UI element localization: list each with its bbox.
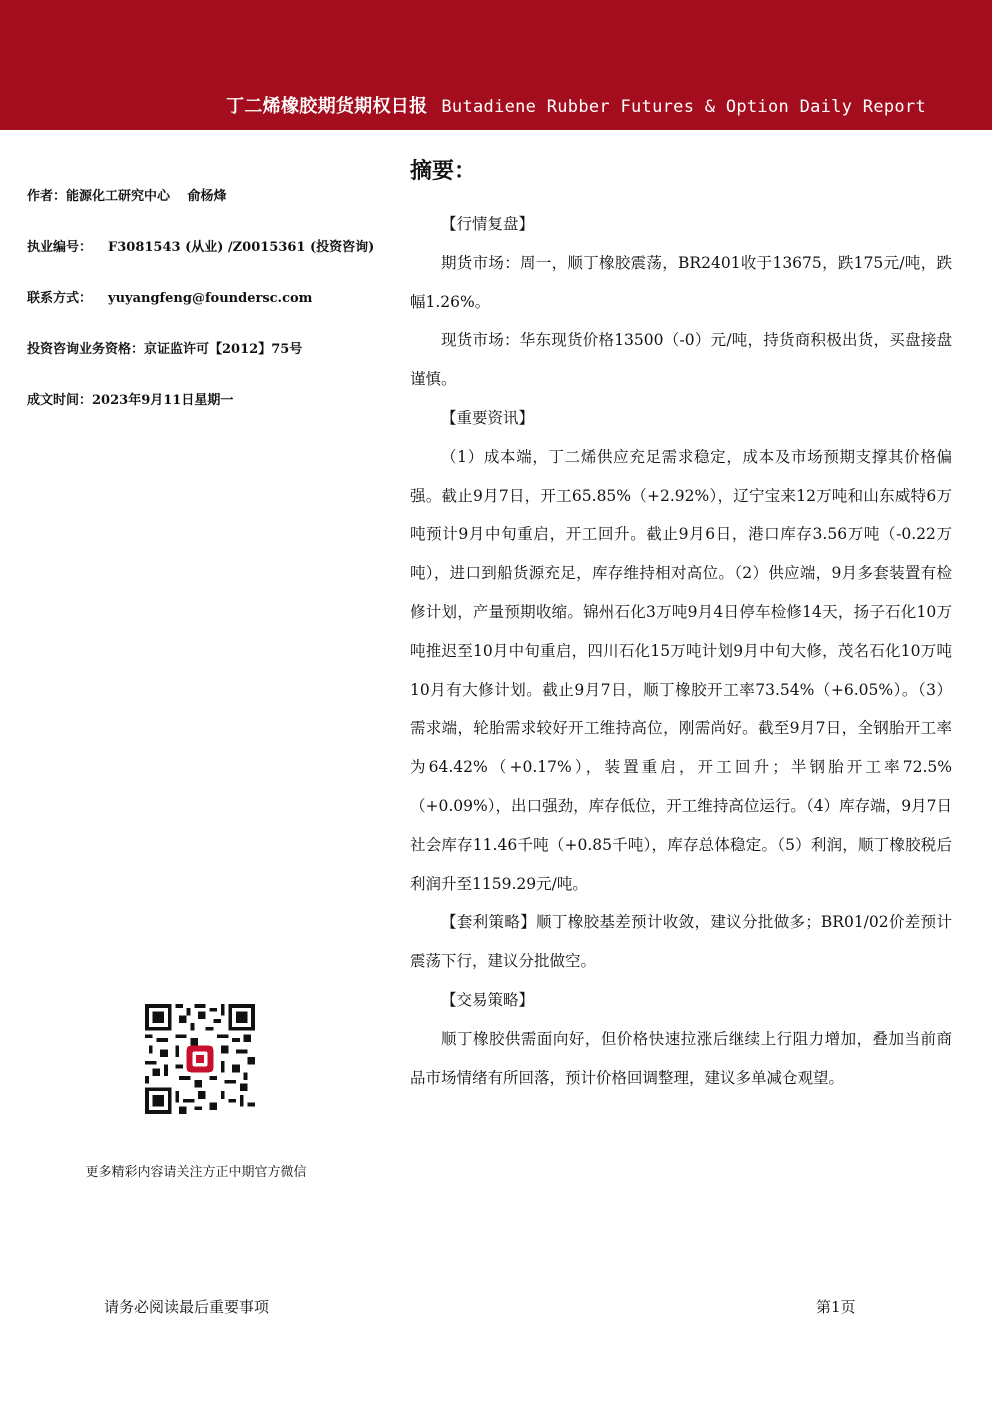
summary-section [410,150,952,1097]
date-value: 2023年9月11日星期一 [92,393,234,408]
author-info-panel [27,188,397,443]
qr-code-icon [145,1004,255,1114]
date-line [27,392,397,410]
futures-market-paragraph: 期货市场：周一，顺丁橡胶震荡，BR2401收于13675，跌175元/吨，跌幅1.26%。 [410,253,952,311]
news-paragraph: （1）成本端，丁二烯供应充足需求稳定，成本及市场预期支撑其价格偏强。截止9月7日，开工65.85%（+2.92%），辽宁宝来12万吨和山东威特6万吨预计9月中旬重启，开工回升。截止9月6日，港口库存3.56万吨（-0.22万吨），进口到船货源充足，库存维持相对高位。（2）供应端，9月多套装置有检修计划，产量预期收缩。锦州石化3万吨9月4日停车检修14天，扬子石化10万吨推迟至10月中旬重启，四川石化15万吨计划9月中旬大修，茂名石化10万吨10月有大修计划。截止9月7日，顺丁橡胶开工率73.54%（+6.05%）。（3）需求端，轮胎需求较好开工维持高位，刚需尚好。截至9月7日，全钢胎开工率为64.42%（+0.17%），装置重启，开工回升；半钢胎开工率72.5%（+0.09%），出口强劲，库存低位，开工维持高位运行。（4）库存端，9月7日社会库存11.46千吨（+0.85千吨），库存总体稳定。（5）利润，顺丁橡胶税后利润升至1159.29元/吨。 [410,447,952,893]
qualification-value: 京证监许可【2012】75号 [144,342,303,357]
news-heading: 【重要资讯】 [441,408,535,427]
page-number: 第1页 [816,1298,856,1316]
qualification-line [27,341,397,359]
arbitrage-paragraph: 【套利策略】顺丁橡胶基差预计收敛，建议分批做多；BR01/02价差预计震荡下行，建议分批做空。 [410,913,952,971]
report-title-en: Butadiene Rubber Futures & Option Daily Report [441,97,926,117]
footer-disclaimer: 请务必阅读最后重要事项 [104,1298,270,1316]
summary-title: 摘要： [410,158,477,184]
contact-label: 联系方式： [27,291,93,306]
license-label: 执业编号： [27,240,93,255]
report-header-banner [0,0,992,130]
contact-line [27,290,397,308]
qualification-label: 投资咨询业务资格： [27,342,145,357]
date-label: 成文时间： [27,393,93,408]
report-title [226,92,926,118]
author-line [27,188,397,206]
author-value: 能源化工研究中心 俞杨烽 [66,189,227,204]
author-label: 作者： [27,189,67,204]
license-value: F3081543 (从业) /Z0015361 (投资咨询) [108,240,375,255]
trading-heading: 【交易策略】 [441,990,535,1009]
spot-market-paragraph: 现货市场：华东现货价格13500（-0）元/吨，持货商积极出货，买盘接盘谨慎。 [410,331,952,389]
qr-caption: 更多精彩内容请关注方正中期官方微信 [85,1165,307,1180]
contact-email[interactable]: yuyangfeng@foundersc.com [108,291,313,306]
trading-paragraph: 顺丁橡胶供需面向好，但价格快速拉涨后继续上行阻力增加，叠加当前商品市场情绪有所回落，预计价格回调整理，建议多单减仓观望。 [410,1029,952,1087]
report-title-cn: 丁二烯橡胶期货期权日报 [226,96,428,117]
license-line [27,239,397,257]
market-review-heading: 【行情复盘】 [441,215,535,233]
